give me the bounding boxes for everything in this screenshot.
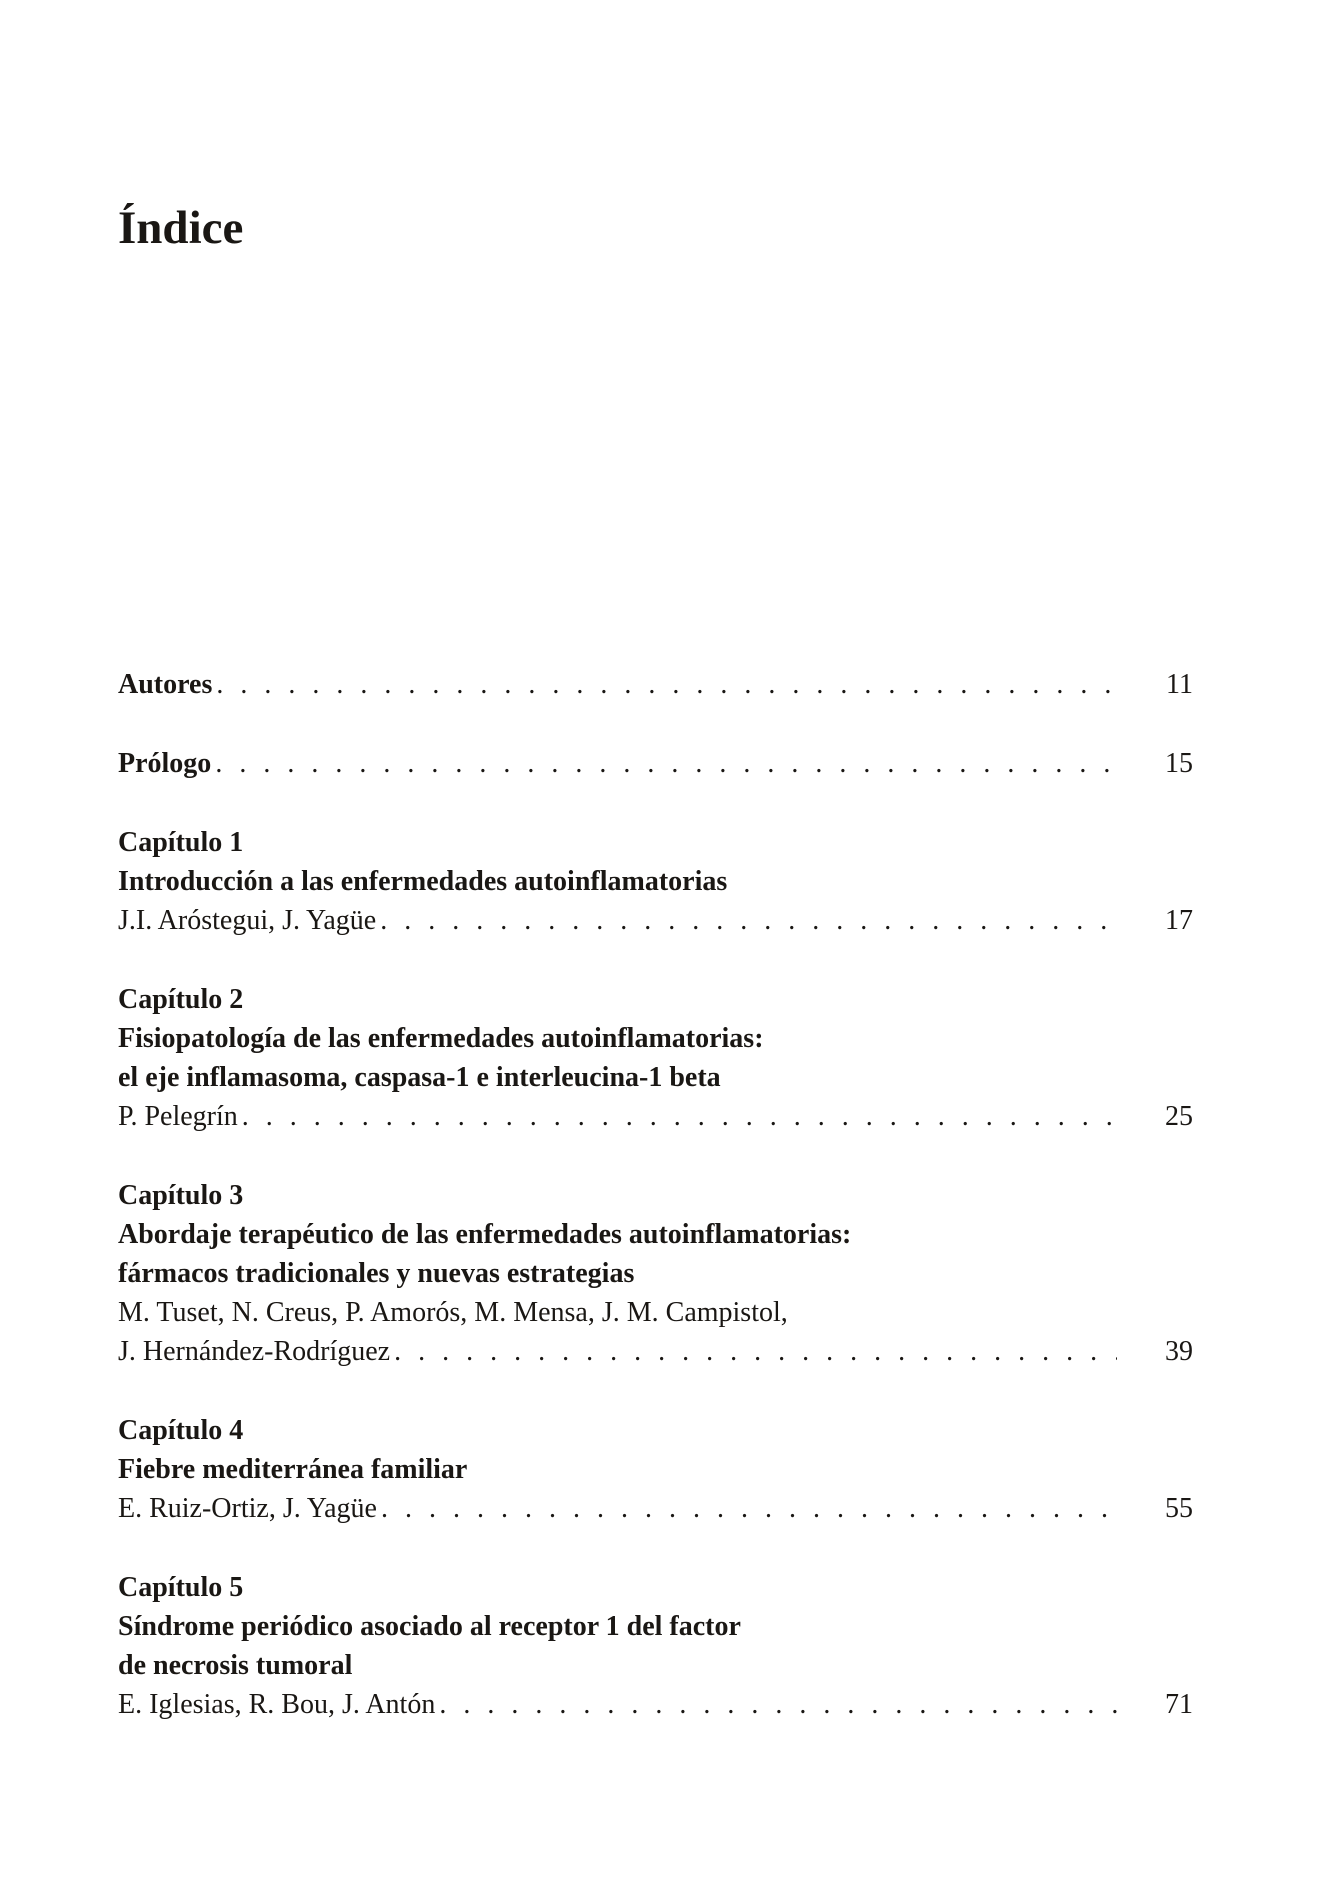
chapter-title: fármacos tradicionales y nuevas estrategias	[118, 1258, 635, 1289]
page-number: 39	[1165, 1336, 1193, 1367]
toc-line	[118, 665, 1193, 704]
chapter-number: Capítulo 2	[118, 984, 244, 1015]
toc-entry-title: Autores	[118, 669, 213, 700]
chapter-number: Capítulo 4	[118, 1415, 244, 1446]
toc-line	[118, 1332, 1193, 1371]
toc-entry-chapter-3	[118, 1176, 1193, 1371]
toc-entry-autores	[118, 665, 1193, 704]
chapter-authors: E. Iglesias, R. Bou, J. Antón	[118, 1689, 436, 1720]
dot-leader	[242, 1097, 1117, 1136]
toc-line	[118, 1685, 1193, 1724]
chapter-number: Capítulo 1	[118, 827, 244, 858]
table-of-contents	[118, 665, 1193, 1764]
page-number: 71	[1165, 1689, 1193, 1720]
chapter-number: Capítulo 5	[118, 1572, 244, 1603]
chapter-authors: P. Pelegrín	[118, 1101, 238, 1132]
chapter-authors: J.I. Aróstegui, J. Yagüe	[118, 905, 377, 936]
toc-entry-chapter-2	[118, 980, 1193, 1136]
chapter-title: el eje inflamasoma, caspasa-1 e interleucina-1 beta	[118, 1062, 721, 1093]
toc-line	[118, 1489, 1193, 1528]
chapter-title: Abordaje terapéutico de las enfermedades autoinflamatorias:	[118, 1219, 852, 1250]
toc-entry-chapter-1	[118, 823, 1193, 940]
page-number: 55	[1165, 1493, 1193, 1524]
toc-entry-chapter-5	[118, 1568, 1193, 1724]
toc-line	[118, 901, 1193, 940]
dot-leader	[216, 665, 1117, 704]
dot-leader	[380, 901, 1117, 940]
chapter-title: de necrosis tumoral	[118, 1650, 353, 1681]
page-number: 25	[1165, 1101, 1193, 1132]
toc-entry-chapter-4	[118, 1411, 1193, 1528]
chapter-title: Fiebre mediterránea familiar	[118, 1454, 468, 1485]
toc-line	[118, 744, 1193, 783]
toc-entry-prologo	[118, 744, 1193, 783]
dot-leader	[381, 1489, 1117, 1528]
chapter-authors: J. Hernández-Rodríguez	[118, 1336, 391, 1367]
dot-leader	[439, 1685, 1117, 1724]
page-number: 15	[1165, 748, 1193, 779]
chapter-title: Síndrome periódico asociado al receptor 1 del factor	[118, 1611, 741, 1642]
dot-leader	[394, 1332, 1117, 1371]
chapter-number: Capítulo 3	[118, 1180, 244, 1211]
chapter-authors: M. Tuset, N. Creus, P. Amorós, M. Mensa, J. M. Campistol,	[118, 1297, 788, 1328]
page-number: 11	[1166, 669, 1193, 700]
page-number: 17	[1165, 905, 1193, 936]
page-title: Índice	[118, 202, 244, 254]
toc-entry-title: Prólogo	[118, 748, 212, 779]
toc-line	[118, 1097, 1193, 1136]
chapter-authors: E. Ruiz-Ortiz, J. Yagüe	[118, 1493, 377, 1524]
chapter-title: Introducción a las enfermedades autoinflamatorias	[118, 866, 728, 897]
dot-leader	[215, 744, 1117, 783]
chapter-title: Fisiopatología de las enfermedades autoinflamatorias:	[118, 1023, 764, 1054]
